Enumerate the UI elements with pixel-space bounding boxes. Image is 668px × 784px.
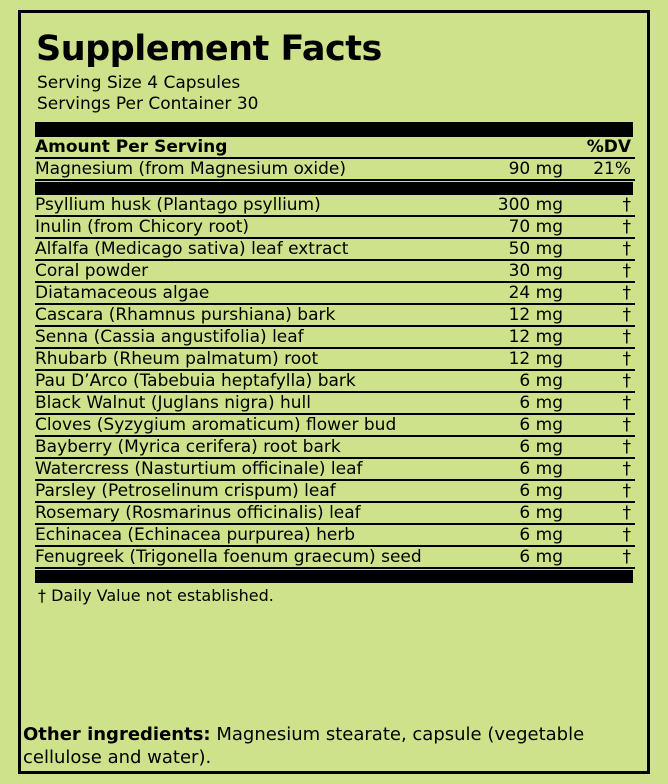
ingredient-name: Pau D’Arco (Tabebuia heptafylla) bark xyxy=(35,370,443,392)
ingredient-dv: † xyxy=(563,348,635,370)
ingredient-amount: 6 mg xyxy=(443,414,563,436)
ingredient-name: Cascara (Rhamnus purshiana) bark xyxy=(35,304,443,326)
nutrition-table-body xyxy=(35,137,635,180)
table-row xyxy=(35,436,635,458)
ingredient-name: Senna (Cassia angustifolia) leaf xyxy=(35,326,443,348)
ingredient-amount: 30 mg xyxy=(443,260,563,282)
ingredient-dv: † xyxy=(563,480,635,502)
divider-bar-top xyxy=(35,122,633,137)
table-row xyxy=(35,458,635,480)
ingredient-name: Coral powder xyxy=(35,260,443,282)
ingredient-dv: † xyxy=(563,260,635,282)
header-percent-dv: %DV xyxy=(586,137,631,157)
table-row xyxy=(35,304,635,326)
ingredient-amount: 300 mg xyxy=(443,195,563,216)
ingredient-name: Black Walnut (Juglans nigra) hull xyxy=(35,392,443,414)
table-row xyxy=(35,348,635,370)
ingredient-amount: 12 mg xyxy=(443,326,563,348)
ingredient-dv: † xyxy=(563,502,635,524)
ingredient-amount: 70 mg xyxy=(443,216,563,238)
ingredient-name: Inulin (from Chicory root) xyxy=(35,216,443,238)
ingredient-name: Echinacea (Echinacea purpurea) herb xyxy=(35,524,443,546)
ingredient-amount: 6 mg xyxy=(443,370,563,392)
header-amount-per-serving: Amount Per Serving xyxy=(35,137,228,157)
ingredient-amount: 6 mg xyxy=(443,502,563,524)
table-header-row xyxy=(35,137,635,157)
table-row xyxy=(35,238,635,260)
ingredient-name: Diatamaceous algae xyxy=(35,282,443,304)
table-row xyxy=(35,195,635,216)
nutrition-table xyxy=(35,137,635,181)
ingredient-amount: 12 mg xyxy=(443,348,563,370)
ingredient-amount: 6 mg xyxy=(443,392,563,414)
table-row xyxy=(35,480,635,502)
ingredient-dv: † xyxy=(563,546,635,568)
ingredient-dv: † xyxy=(563,195,635,216)
ingredient-dv: † xyxy=(563,370,635,392)
table-row xyxy=(35,414,635,436)
ingredient-dv: † xyxy=(563,282,635,304)
table-row xyxy=(35,282,635,304)
ingredient-amount: 6 mg xyxy=(443,480,563,502)
ingredient-dv: † xyxy=(563,458,635,480)
daily-value-footnote: † Daily Value not established. xyxy=(38,586,274,605)
ingredient-name: Psyllium husk (Plantago psyllium) xyxy=(35,195,443,216)
serving-size-text: Serving Size 4 Capsules xyxy=(37,73,241,93)
other-ingredients-value: Magnesium stearate, capsule (vegetable cellulose and water). xyxy=(23,724,585,768)
ingredient-amount: 6 mg xyxy=(443,546,563,568)
ingredient-dv: † xyxy=(563,216,635,238)
table-row xyxy=(35,524,635,546)
ingredient-amount: 6 mg xyxy=(443,458,563,480)
ingredient-table-body xyxy=(35,195,635,568)
ingredient-dv: † xyxy=(563,414,635,436)
ingredient-name: Fenugreek (Trigonella foenum graecum) seed xyxy=(35,546,443,568)
ingredient-name: Cloves (Syzygium aromaticum) flower bud xyxy=(35,414,443,436)
header-amount-spacer xyxy=(443,137,563,157)
servings-per-container-text: Servings Per Container 30 xyxy=(37,94,259,114)
ingredient-dv: † xyxy=(563,326,635,348)
table-row xyxy=(35,546,635,568)
ingredient-name: Parsley (Petroselinum crispum) leaf xyxy=(35,480,443,502)
table-row xyxy=(35,260,635,282)
ingredient-table xyxy=(35,195,635,569)
ingredient-amount: 6 mg xyxy=(443,436,563,458)
ingredient-name: Rhubarb (Rheum palmatum) root xyxy=(35,348,443,370)
table-row xyxy=(35,370,635,392)
ingredient-name: Watercress (Nasturtium officinale) leaf xyxy=(35,458,443,480)
table-row xyxy=(35,326,635,348)
supplement-facts-panel xyxy=(18,10,650,774)
other-ingredients xyxy=(22,723,637,769)
ingredient-dv: † xyxy=(563,304,635,326)
page-title: Supplement Facts xyxy=(36,29,382,69)
ingredient-name: Alfalfa (Medicago sativa) leaf extract xyxy=(35,238,443,260)
nutrient-name: Magnesium (from Magnesium oxide) xyxy=(35,159,443,180)
ingredient-amount: 24 mg xyxy=(443,282,563,304)
table-row xyxy=(35,216,635,238)
table-row xyxy=(35,392,635,414)
ingredient-dv: † xyxy=(563,238,635,260)
nutrient-dv: 21% xyxy=(563,159,635,180)
ingredient-amount: 50 mg xyxy=(443,238,563,260)
ingredient-dv: † xyxy=(563,392,635,414)
nutrient-amount: 90 mg xyxy=(443,159,563,180)
other-ingredients-label: Other ingredients: xyxy=(23,724,211,745)
ingredient-name: Rosemary (Rosmarinus officinalis) leaf xyxy=(35,502,443,524)
divider-bar-bottom xyxy=(35,570,633,583)
table-row xyxy=(35,159,635,180)
divider-bar-middle xyxy=(35,182,633,195)
ingredient-dv: † xyxy=(563,436,635,458)
table-row xyxy=(35,502,635,524)
ingredient-amount: 6 mg xyxy=(443,524,563,546)
ingredient-name: Bayberry (Myrica cerifera) root bark xyxy=(35,436,443,458)
ingredient-amount: 12 mg xyxy=(443,304,563,326)
ingredient-dv: † xyxy=(563,524,635,546)
